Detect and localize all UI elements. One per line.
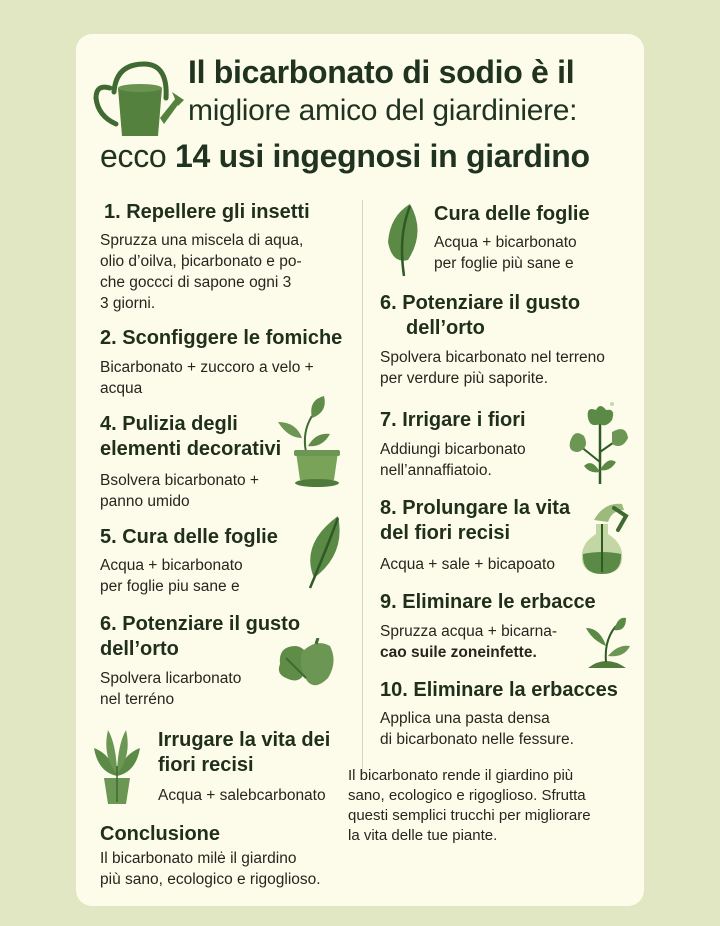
- title-line-2: migliore amico del giardiniere:: [188, 94, 578, 127]
- item-body: Addiungi bicarbonato nell’annaffiatoio.: [380, 441, 526, 479]
- leaf-icon: [382, 202, 422, 278]
- item-body: Bsolvera bicarbonato + panno umido: [100, 472, 259, 510]
- item-body: Acqua + sale + bicapoato: [380, 556, 555, 573]
- item-heading: Cura delle foglie: [434, 203, 590, 225]
- item-heading: 9. Eliminare le erbacce: [380, 591, 596, 613]
- item-body: Spolvera bicarbonato nel terreno per verdure più saporite.: [380, 349, 605, 387]
- item-body: Bicarbonato + zuccoro a velo + acqua: [100, 359, 314, 397]
- item-body: Spruzza acqua + bicarna- cao suile zoneinfette.: [380, 623, 558, 661]
- item-heading: 2. Sconfiggere le fomiche: [100, 327, 343, 349]
- item-heading: 7. Irrigare i fiori: [380, 409, 526, 431]
- title-line-3: ecco 14 usi ingegnosi in giardino: [100, 138, 590, 174]
- vegetables-icon: [276, 638, 336, 692]
- item-body: Acqua + bicarbonato per foglie piu sane e: [100, 557, 243, 595]
- item-heading: 8. Prolungare la vita del fiori recisi: [380, 497, 571, 544]
- column-divider: [362, 200, 363, 772]
- spray-bottle-icon: [580, 500, 630, 576]
- item-body: Spruzza una miscela di aqua, olio d’oilva, þicarbonato e po- che goccci di sapone ogni 3 3 giorni.: [100, 232, 304, 312]
- item-heading: 10. Eliminare la erbacces: [380, 679, 618, 701]
- item-heading: 4. Pulizia degli elementi decorativi: [100, 413, 282, 460]
- item-heading: 6. Potenziare il gusto dell’orto: [100, 613, 301, 660]
- item-heading: 1. Repellere gli insetti: [104, 201, 310, 223]
- closing-paragraph: Il bicarbonato rende il giardino più sano, ecologico e rigoglioso. Sfrutta questi semplici trucchi per migliorare la vita delle tue piante.: [348, 767, 591, 844]
- conclusion-body: Il bicarbonato milė il giardino più sano, ecologico e rigoglioso.: [100, 850, 321, 888]
- item-body: Applica una pasta densa di bicarbonato nelle fessure.: [380, 710, 574, 748]
- item-body: Acqua + salebcarbonato: [158, 787, 326, 804]
- watering-can-icon: [90, 58, 186, 138]
- potted-plant-icon: [272, 396, 342, 488]
- leaf-icon: [304, 514, 344, 590]
- item-heading: Irrugare la vita dei fiori recisi: [158, 729, 331, 776]
- sprout-icon: [584, 616, 630, 668]
- flowering-plant-icon: [566, 402, 630, 486]
- item-body: Spolvera licarbonato nel terréno: [100, 670, 242, 708]
- item-body: Acqua + bicarbonato per foglie più sane e: [434, 234, 577, 272]
- item-heading: 6. Potenziare il gusto dell’orto: [380, 292, 581, 339]
- infographic-card: [76, 34, 644, 906]
- uses-count: 14: [175, 138, 210, 174]
- item-heading: 5. Cura delle foglie: [100, 526, 278, 548]
- potted-succulent-icon: [92, 726, 142, 806]
- title-line-1: Il bicarbonato di sodio è il: [188, 54, 575, 90]
- conclusion-heading: Conclusione: [100, 823, 221, 845]
